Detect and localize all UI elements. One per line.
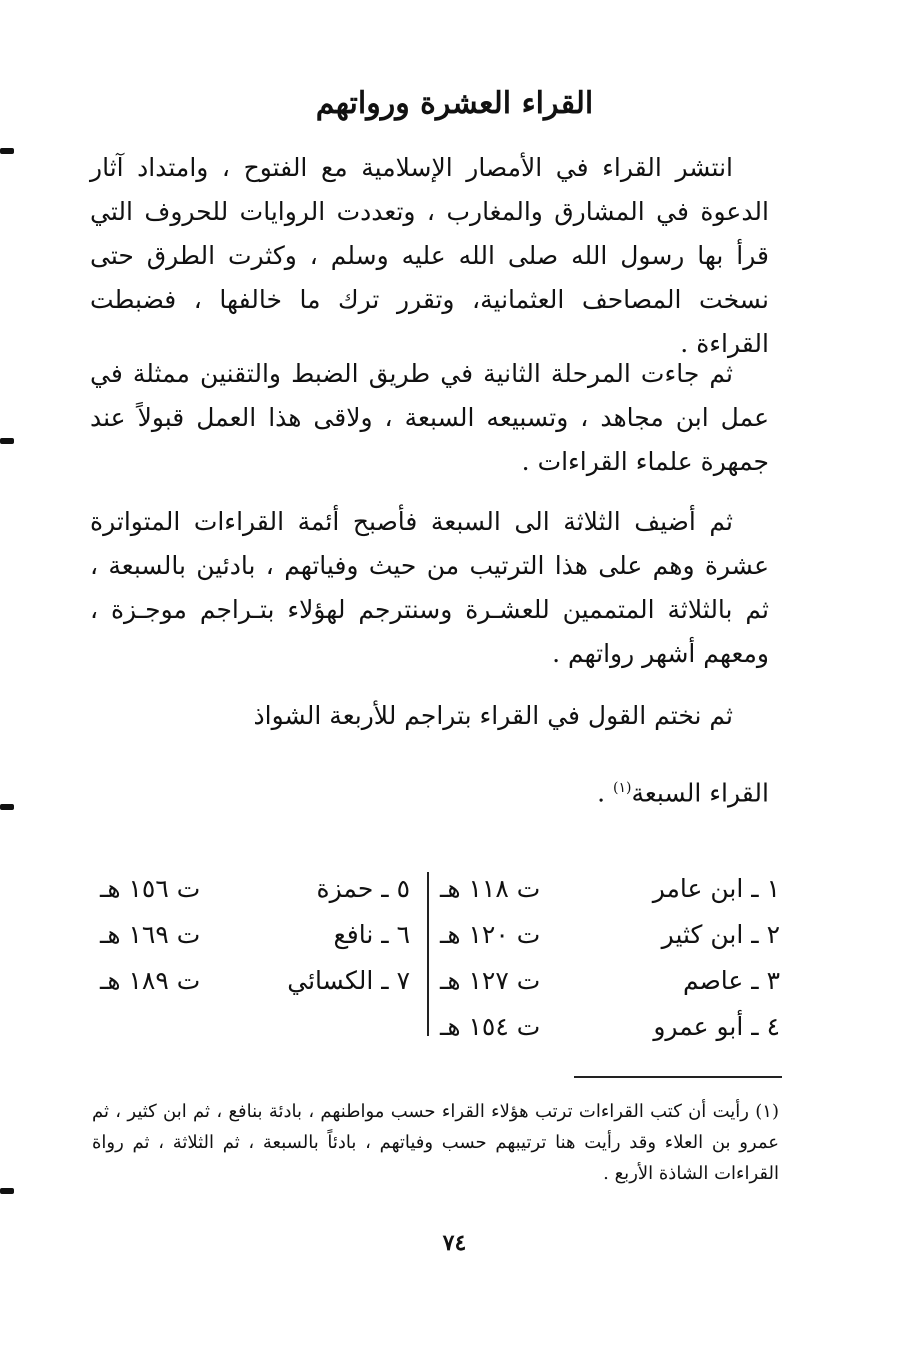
reader-name: ٦ ـ نافع bbox=[333, 920, 410, 949]
reader-row bbox=[100, 958, 410, 1004]
reader-name: ٥ ـ حمزة bbox=[316, 874, 410, 903]
reader-row bbox=[440, 1004, 780, 1050]
binding-mark bbox=[0, 1188, 14, 1194]
reader-death-year: ت ١٢٠ هـ bbox=[440, 920, 541, 949]
readers-list bbox=[90, 866, 780, 1046]
reader-row bbox=[440, 958, 780, 1004]
paragraph-spread-of-readers bbox=[90, 146, 769, 366]
reader-name: ١ ـ ابن عامر bbox=[652, 874, 780, 903]
reader-death-year: ت ١٥٤ هـ bbox=[440, 1012, 541, 1041]
paragraph-text: ثم جاءت المرحلة الثانية في طريق الضبط والتقنين ممثلة في عمل ابن مجاهد ، وتسبيعه السبعة ، ولاقى هذا العمل قبولاً عند جمهرة علماء القراءات . bbox=[90, 359, 769, 476]
paragraph-text: ثم نختم القول في القراء بتراجم للأربعة الشواذ bbox=[253, 701, 733, 730]
reader-death-year: ت ١٦٩ هـ bbox=[100, 920, 201, 949]
page-number: ٧٤ bbox=[442, 1230, 467, 1256]
reader-row bbox=[440, 866, 780, 912]
reader-death-year: ت ١٢٧ هـ bbox=[440, 966, 541, 995]
binding-mark bbox=[0, 438, 14, 444]
binding-mark bbox=[0, 804, 14, 810]
reader-death-year: ت ١٥٦ هـ bbox=[100, 874, 201, 903]
page-title: القراء العشرة ورواتهم bbox=[315, 86, 594, 121]
footnote-separator bbox=[574, 1076, 782, 1078]
column-divider bbox=[427, 872, 429, 1036]
paragraph-ten-readers bbox=[90, 500, 769, 676]
readers-column-right bbox=[440, 866, 780, 1050]
reader-name: ٢ ـ ابن كثير bbox=[661, 920, 780, 949]
reader-row bbox=[100, 866, 410, 912]
paragraph-second-stage bbox=[90, 352, 769, 484]
reader-name: ٧ ـ الكسائي bbox=[287, 966, 410, 995]
paragraph-four-irregular bbox=[90, 694, 769, 738]
footnote: (١) رأيت أن كتب القراءات ترتب هؤلاء القراء حسب مواطنهم ، بادئة بنافع ، ثم ابن كثير ، ثم عمرو بن العلاء وقد رأيت هنا ترتيبهم حسب وفياتهم ، بادئاً بالسبعة ، ثم الثلاثة ، ثم رواة القراءات الشاذة الأربع . bbox=[92, 1101, 779, 1184]
seven-readers-heading bbox=[90, 766, 769, 815]
reader-row bbox=[100, 912, 410, 958]
binding-mark bbox=[0, 148, 14, 154]
footnote-reference[interactable]: (١) bbox=[613, 780, 632, 796]
readers-column-left bbox=[100, 866, 410, 1004]
paragraph-text: ثم أضيف الثلاثة الى السبعة فأصبح أئمة القراءات المتواترة عشرة وهم على هذا الترتيب من حيث وفياتهم ، بادئين بالسبعة ، ثم بالثلاثة المتممين للعشـرة وسنترجم لهؤلاء بتـراجم موجـزة ، ومعهم أشهر رواتهم . bbox=[90, 507, 769, 668]
reader-death-year: ت ١١٨ هـ bbox=[440, 874, 541, 903]
reader-name: ٤ ـ أبو عمرو bbox=[653, 1012, 780, 1041]
paragraph-text: انتشر القراء في الأمصار الإسلامية مع الفتوح ، وامتداد آثار الدعوة في المشارق والمغارب ، وتعددت الروايات للحروف التي قرأ بها رسول الله صلى الله عليه وسلم ، وكثرت الطرق حتى نسخت المصاحف العثمانية، وتقرر ترك ما خالفها ، فضبطت القراءة . bbox=[90, 153, 769, 358]
heading-tail: . bbox=[597, 778, 613, 808]
reader-name: ٣ ـ عاصم bbox=[682, 966, 780, 995]
reader-row bbox=[440, 912, 780, 958]
reader-death-year: ت ١٨٩ هـ bbox=[100, 966, 201, 995]
heading-text: القراء السبعة bbox=[631, 778, 769, 808]
